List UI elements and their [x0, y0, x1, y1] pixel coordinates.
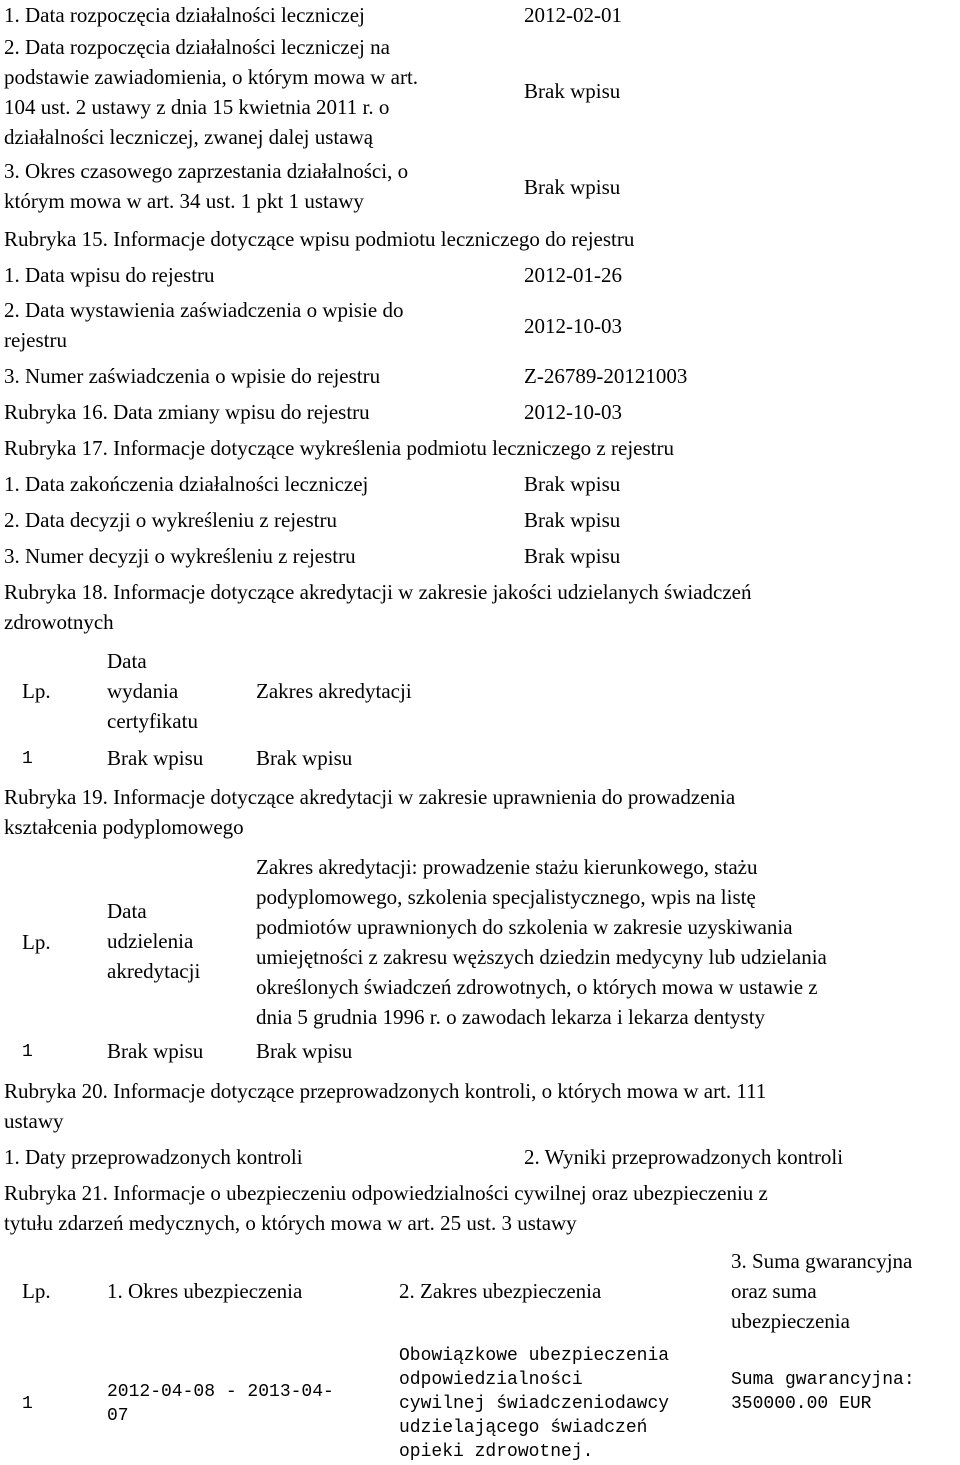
section-21-heading: Rubryka 21. Informacje o ubezpieczeniu odpowiedzialności cywilnej oraz ubezpieczeniu z tytułu zdarzeń medycznych, o których mowa w art. 25 ust. 3 ustawy	[4, 1181, 768, 1235]
r21-row-period: 2012-04-08 - 2013-04- 07	[107, 1382, 334, 1426]
r19-row-lp: 1	[22, 1042, 33, 1062]
row-notification-date-label: 2. Data rozpoczęcia działalności leczniczej na podstawie zawiadomienia, o którym mowa w art. 104 ust. 2 ustawy z dnia 15 kwietnia 2011 r. o działalności leczniczej, zwanej dalej ustawą	[4, 35, 419, 149]
r20-col-dates: 1. Daty przeprowadzonych kontroli	[4, 1145, 303, 1169]
r18-row-scope: Brak wpisu	[256, 746, 353, 770]
r18-col-lp: Lp.	[22, 679, 51, 703]
r17-item-3-label: 3. Numer decyzji o wykreśleniu z rejestru	[4, 544, 356, 568]
r18-row-date: Brak wpisu	[107, 746, 204, 770]
r17-item-1-value: Brak wpisu	[524, 472, 621, 496]
row-suspension-period-value: Brak wpisu	[524, 175, 621, 199]
row-start-date-value: 2012-02-01	[524, 3, 622, 27]
r21-col-lp: Lp.	[22, 1279, 51, 1303]
r17-item-2-value: Brak wpisu	[524, 508, 621, 532]
row-suspension-period-label: 3. Okres czasowego zaprzestania działalności, o którym mowa w art. 34 ust. 1 pkt 1 ustawy	[4, 159, 409, 213]
r20-col-results: 2. Wyniki przeprowadzonych kontroli	[524, 1145, 844, 1169]
r19-row-scope: Brak wpisu	[256, 1039, 353, 1063]
r15-item-1-value: 2012-01-26	[524, 263, 622, 287]
row-notification-date-value: Brak wpisu	[524, 79, 621, 103]
r21-col-scope: 2. Zakres ubezpieczenia	[399, 1279, 602, 1303]
r17-item-1-label: 1. Data zakończenia działalności leczniczej	[4, 472, 369, 496]
section-16-value: 2012-10-03	[524, 400, 622, 424]
section-15-heading: Rubryka 15. Informacje dotyczące wpisu podmiotu leczniczego do rejestru	[4, 227, 635, 251]
r21-col-period: 1. Okres ubezpieczenia	[107, 1279, 303, 1303]
section-19-heading: Rubryka 19. Informacje dotyczące akredytacji w zakresie uprawnienia do prowadzenia kształcenia podyplomowego	[4, 785, 736, 839]
r15-item-2-label: 2. Data wystawienia zaświadczenia o wpisie do rejestru	[4, 298, 404, 352]
section-17-heading: Rubryka 17. Informacje dotyczące wykreślenia podmiotu leczniczego z rejestru	[4, 436, 674, 460]
r21-row-sum: Suma gwarancyjna: 350000.00 EUR	[731, 1370, 915, 1414]
r17-item-3-value: Brak wpisu	[524, 544, 621, 568]
r19-col-date: Data udzielenia akredytacji	[107, 899, 201, 983]
row-start-date-label: 1. Data rozpoczęcia działalności leczniczej	[4, 3, 365, 27]
section-16-label: Rubryka 16. Data zmiany wpisu do rejestru	[4, 400, 370, 424]
r18-col-date: Data wydania certyfikatu	[107, 649, 198, 733]
r19-col-scope: Zakres akredytacji: prowadzenie stażu kierunkowego, stażu podyplomowego, szkolenia specjalistycznego, wpis na listę podmiotów uprawnionych do szkolenia w zakresie uzyskiwania umiejętności z zakresu węższych dziedzin medycyny lub udzielania określonych świadczeń zdrowotnych, o których mowa w ustawie z dnia 5 grudnia 1996 r. o zawodach lekarza i lekarza dentysty	[256, 855, 827, 1029]
section-18-heading: Rubryka 18. Informacje dotyczące akredytacji w zakresie jakości udzielanych świadczeń zdrowotnych	[4, 580, 752, 634]
r17-item-2-label: 2. Data decyzji o wykreśleniu z rejestru	[4, 508, 337, 532]
r15-item-3-value: Z-26789-20121003	[524, 364, 688, 388]
r15-item-2-value: 2012-10-03	[524, 314, 622, 338]
r19-row-date: Brak wpisu	[107, 1039, 204, 1063]
r15-item-1-label: 1. Data wpisu do rejestru	[4, 263, 215, 287]
r21-row-scope: Obowiązkowe ubezpieczenia odpowiedzialności cywilnej świadczeniodawcy udzielającego świadczeń opieki zdrowotnej.	[399, 1346, 670, 1462]
section-20-heading: Rubryka 20. Informacje dotyczące przeprowadzonych kontroli, o których mowa w art. 111 ustawy	[4, 1079, 767, 1133]
r21-col-sum: 3. Suma gwarancyjna oraz suma ubezpieczenia	[731, 1249, 913, 1333]
r18-row-lp: 1	[22, 749, 33, 769]
r19-col-lp: Lp.	[22, 930, 51, 954]
r21-row-lp: 1	[22, 1394, 33, 1414]
r18-col-scope: Zakres akredytacji	[256, 679, 412, 703]
r15-item-3-label: 3. Numer zaświadczenia o wpisie do rejestru	[4, 364, 381, 388]
